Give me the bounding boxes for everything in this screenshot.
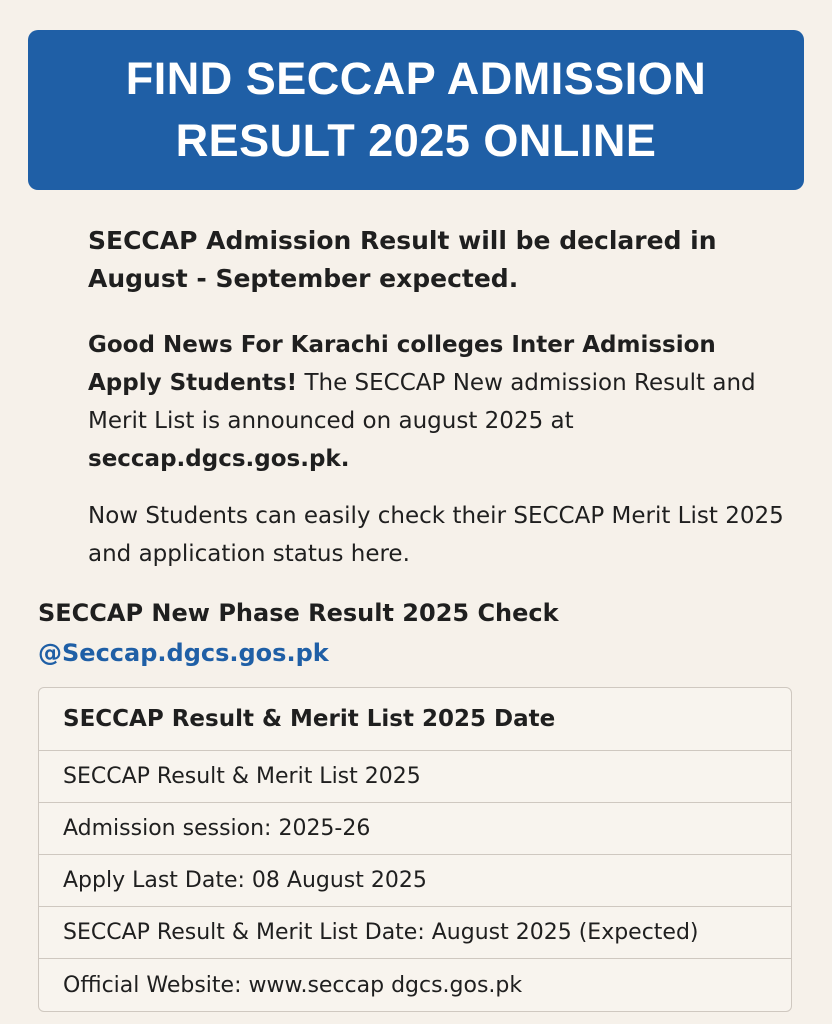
news-body-text: The SECCAP New admission Result and Merit List is announced on august 2025 at [88, 370, 756, 434]
table-row: Official Website: www.seccap dgcs.gos.pk [63, 972, 523, 998]
table-row: SECCAP Result & Merit List Date: August 2025 (Expected) [39, 907, 791, 959]
banner-title-line-1: FIND SECCAP ADMISSION [125, 53, 707, 104]
news-paragraph [88, 326, 788, 478]
table-row: Admission session: 2025-26 [39, 803, 791, 855]
intro-text: SECCAP Admission Result will be declared in August - September expected. [88, 226, 717, 293]
result-check-link[interactable]: @Seccap.dgcs.gos.pk [38, 639, 329, 667]
title-banner [28, 30, 804, 190]
table-header: SECCAP Result & Merit List 2025 Date [39, 688, 791, 751]
table-row: Apply Last Date: 08 August 2025 [39, 855, 791, 907]
info-table [38, 687, 792, 1012]
result-check-text: SECCAP New Phase Result 2025 Check [38, 599, 559, 627]
banner-title-line-2: RESULT 2025 ONLINE [175, 115, 657, 166]
result-check-heading [38, 593, 798, 673]
news-website: seccap.dgcs.gos.pk. [88, 446, 350, 472]
students-paragraph: Now Students can easily check their SECCAP Merit List 2025 and application status here. [88, 503, 784, 567]
table-row: SECCAP Result & Merit List 2025 [39, 751, 791, 803]
news-bold-lead: Good News For Karachi colleges Inter Admission Apply Students! [88, 332, 716, 396]
